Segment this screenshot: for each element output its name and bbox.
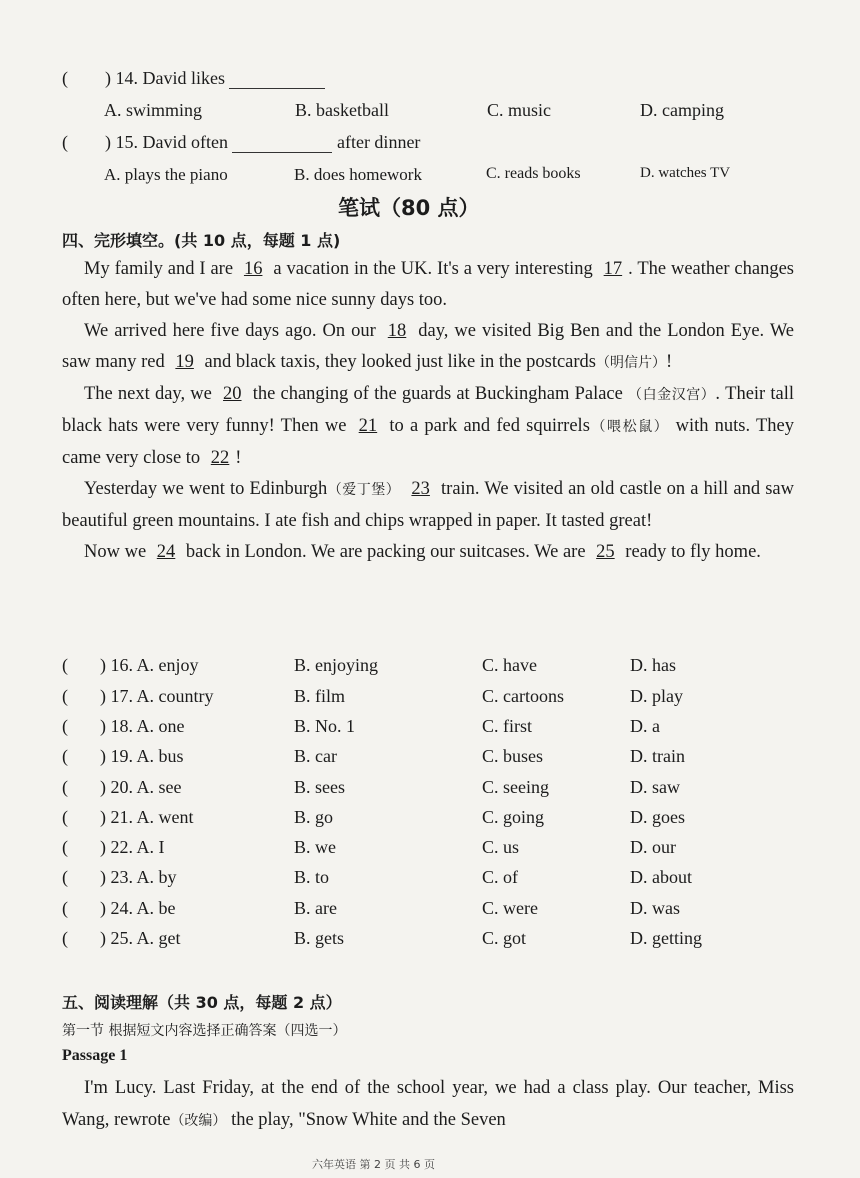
answer-blank: [229, 70, 325, 89]
question-15: ( ) 15. David often after dinner: [62, 132, 421, 152]
q15-option-d: D. watches TV: [640, 165, 731, 181]
passage-1-text: I'm Lucy. Last Friday, at the end of the school year, we had a class play. Our teacher, Miss Wang, rewrote（改编） the play, "Snow White and the Seven: [62, 1078, 794, 1130]
q14-option-a: A. swimming: [104, 100, 203, 120]
cloze-paragraph-5: Now we 24 back in London. We are packing our suitcases. We are 25 ready to fly home.: [84, 542, 761, 562]
q14-option-d: D. camping: [640, 100, 724, 120]
blank-23: 23: [411, 479, 430, 499]
blank-19: 19: [175, 352, 194, 372]
blank-24: 24: [156, 542, 176, 562]
blank-22: 22: [210, 448, 230, 468]
cloze-passage: [62, 254, 794, 568]
section-5-subheading: 第一节 根据短文内容选择正确答案（四选一）: [62, 1023, 347, 1039]
cloze-paragraph-3: The next day, we 20 the changing of the guards at Buckingham Palace （白金汉宫）. Their tall black hats were very funny! Then we 21 to a park and fed squirrels（喂松鼠） with nuts. They came very close to 22 !: [62, 384, 795, 468]
section-4-heading: 四、完形填空。(共 10 点，每题 1 点): [62, 231, 341, 250]
written-test-title: 笔试（80 点）: [338, 196, 480, 220]
cloze-paragraph-1: My family and I are 16 a vacation in the UK. It's a very interesting 17 . The weather changes often here, but we've had some nice sunny days too.: [62, 259, 795, 310]
section-5-heading: 五、阅读理解（共 30 点，每题 2 点）: [62, 993, 342, 1012]
blank-20: 20: [223, 384, 242, 404]
passage-title: Passage 1: [62, 1047, 128, 1064]
blank-18: 18: [387, 321, 407, 341]
answer-blank: [232, 134, 332, 153]
exam-page: ( ) 14. David likes A. swimming B. basketball C. music D. camping ( ) 15. David often after dinner A. plays the piano B. does homework C. reads books D. watches TV 笔试（80 点） 四、完形填空。(共 10 点，每题 1 点) My family and I are 16 a vacation in the UK. It's a very interesting 17 . The weather changes often here, but we've had some nice sunny days too. We arrived here five days ago. On our 18 day, we visited Big Ben and the London Eye. We saw many red 19 and black taxis, they looked just like in the postcards（明信片）! The next day, we 20 the changing of the guards at Buckingham Palace （白金汉宫）. Their tall black hats were very funny! Then we 21 to a park and fed squirrels（喂松鼠） with nuts. They came very close to 22 ! Yesterday we went to Edinburgh（爱丁堡） 23 train. We visited an old castle on a hill and saw beautiful green mountains. I ate fish and chips wrapped in paper. It tasted great! Now we 24 back in London. We are packing our suitcases. We are 25 ready to fly home. ( ) 16. A. enjoy B. enjoying C. have D. has ( ) 17. A. country B. film C. cartoons D. play ( ) 18. A. one B. No. 1 C. first D. a ( ) 19. A. bus B. car C. buses D. train ( ) 20. A. see B. sees C. seeing D. saw ( ) 21. A. went B. go C. going D. goes ( ) 22. A. I B. we C. us D. our ( ) 23. A. by B. to C. of D. about ( ) 24. A. be B. are C. were D. was ( ) 25. A. get B. gets C. got D. getting 五、阅读理解（共 30 点，每题 2 点） 第一节 根据短文内容选择正确答案（四选一） Passage 1 I'm Lucy. Last Friday, at the end of the school year, we had a class play. Our teacher, Miss Wang, rewrote（改编） the play, "Snow White and the Seven 六年英语 第 2 页 共 6 页: [62, 68, 795, 1171]
q15-option-b: B. does homework: [294, 165, 422, 184]
cloze-paragraph-4: Yesterday we went to Edinburgh（爱丁堡） 23 train. We visited an old castle on a hill and saw beautiful green mountains. I ate fish and chips wrapped in paper. It tasted great!: [62, 479, 795, 531]
q15-option-a: A. plays the piano: [104, 165, 228, 184]
blank-17: 17: [603, 259, 623, 279]
question-14: ( ) 14. David likes: [62, 68, 325, 89]
blank-16: 16: [243, 259, 263, 279]
page-footer: 六年英语 第 2 页 共 6 页: [312, 1158, 435, 1171]
cloze-paragraph-2: We arrived here five days ago. On our 18 day, we visited Big Ben and the London Eye. We saw many red 19 and black taxis, they looked just like in the postcards（明信片）!: [62, 321, 795, 372]
q15-option-c: C. reads books: [486, 165, 581, 182]
blank-25: 25: [596, 542, 615, 562]
q14-option-c: C. music: [487, 100, 552, 120]
blank-21: 21: [358, 416, 378, 436]
q14-option-b: B. basketball: [295, 100, 389, 120]
